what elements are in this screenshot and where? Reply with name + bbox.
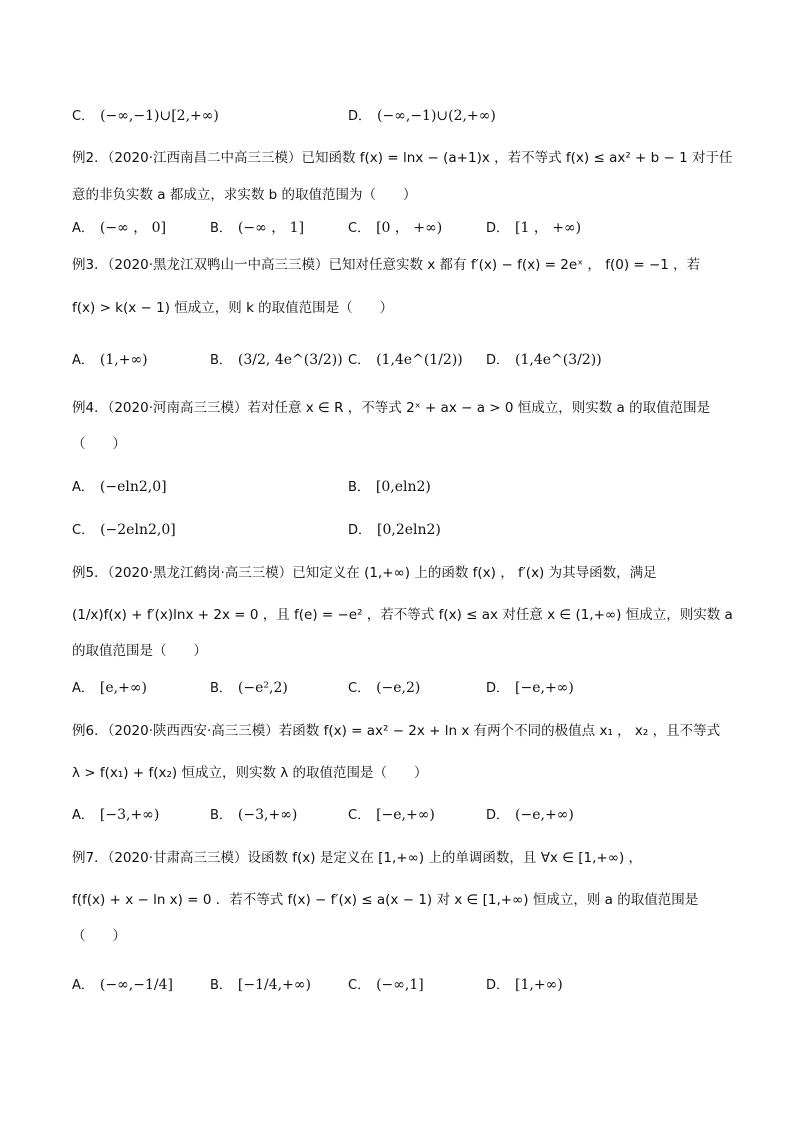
option-label: A． bbox=[72, 681, 94, 696]
option-label: C． bbox=[72, 523, 95, 538]
option-label: B． bbox=[348, 480, 370, 495]
problem-7-option-c bbox=[348, 975, 424, 996]
option-label: D． bbox=[348, 523, 372, 538]
option-value: (−∞,−1)∪[2,+∞) bbox=[100, 108, 219, 124]
option-value: (−∞,−1/4] bbox=[99, 977, 173, 993]
option-value: (−2eln2,0] bbox=[100, 522, 176, 538]
problem-5-text-line-1: 例5．（2020·黑龙江鹤岗·高三三模）已知定义在 (1,+∞) 上的函数 f(x) ， f′(x) 为其导函数，满足 bbox=[72, 565, 657, 581]
option-value: [1 ， +∞) bbox=[515, 220, 582, 236]
problem-3-text-line-1: 例3．（2020·黑龙江双鸭山一中高三三模）已知对任意实数 x 都有 f′(x) − f(x) = 2eˣ ， f(0) = −1 ，若 bbox=[72, 257, 701, 273]
problem-5-option-c bbox=[348, 678, 420, 699]
problem-3-option-b bbox=[210, 350, 343, 371]
option-d-prev bbox=[348, 106, 496, 127]
option-label: B． bbox=[210, 808, 232, 823]
option-label: C． bbox=[72, 109, 95, 124]
option-value: [−e,+∞) bbox=[376, 807, 435, 823]
problem-2-option-a bbox=[72, 218, 166, 239]
problem-2-option-d bbox=[486, 218, 581, 239]
option-value: [0,eln2) bbox=[375, 479, 431, 495]
option-value: (1,+∞) bbox=[99, 352, 148, 368]
option-value: (−eln2,0] bbox=[99, 479, 167, 495]
option-label: D． bbox=[486, 808, 510, 823]
problem-6-option-d bbox=[486, 805, 574, 826]
option-label: C． bbox=[348, 808, 371, 823]
option-label: D． bbox=[486, 681, 510, 696]
option-value: (−∞,1] bbox=[376, 977, 424, 993]
problem-3-option-a bbox=[72, 350, 148, 371]
option-value: [−3,+∞) bbox=[99, 807, 160, 823]
problem-3-option-c bbox=[348, 350, 463, 371]
option-label: B． bbox=[210, 353, 232, 368]
option-value: (−∞,−1)∪(2,+∞) bbox=[377, 108, 496, 124]
option-value: (−∞ ， 0] bbox=[99, 220, 167, 236]
option-value: (−e,2) bbox=[376, 680, 421, 696]
problem-6-option-b bbox=[210, 805, 297, 826]
option-label: D． bbox=[486, 353, 510, 368]
problem-2-option-b bbox=[210, 218, 304, 239]
option-label: D． bbox=[486, 221, 510, 236]
option-value: [−1/4,+∞) bbox=[237, 977, 311, 993]
option-value: [1,+∞) bbox=[515, 977, 563, 993]
option-value: (−e,+∞) bbox=[515, 807, 574, 823]
problem-7-text-line-3: （ ） bbox=[72, 928, 126, 944]
problem-7-option-a bbox=[72, 975, 173, 996]
problem-6-text-line-1: 例6．（2020·陕西西安·高三三模）若函数 f(x) = ax² − 2x + ln x 有两个不同的极值点 x₁ ， x₂ ，且不等式 bbox=[72, 723, 721, 739]
option-value: (−∞ ， 1] bbox=[237, 220, 305, 236]
option-label: D． bbox=[348, 109, 372, 124]
option-label: C． bbox=[348, 681, 371, 696]
problem-5-option-b bbox=[210, 678, 288, 699]
problem-7-text-line-2: f(f(x) + x − ln x) = 0 ．若不等式 f(x) − f′(x) ≤ a(x − 1) 对 x ∈ [1,+∞) 恒成立，则 a 的取值范围是 bbox=[72, 892, 699, 908]
option-label: C． bbox=[348, 353, 371, 368]
problem-7-option-d bbox=[486, 975, 563, 996]
option-value: [−e,+∞) bbox=[515, 680, 574, 696]
problem-4-option-d bbox=[348, 520, 441, 541]
problem-2-text-line-1: 例2．（2020·江西南昌二中高三三模）已知函数 f(x) = lnx − (a+1)x ，若不等式 f(x) ≤ ax² + b − 1 对于任 bbox=[72, 150, 733, 166]
option-label: A． bbox=[72, 221, 94, 236]
problem-6-option-a bbox=[72, 805, 159, 826]
problem-3-option-d bbox=[486, 350, 602, 371]
problem-6-option-c bbox=[348, 805, 435, 826]
problem-6-text-line-2: λ > f(x₁) + f(x₂) 恒成立，则实数 λ 的取值范围是（ ） bbox=[72, 765, 428, 781]
option-label: B． bbox=[210, 221, 232, 236]
option-c-prev bbox=[72, 106, 219, 127]
option-value: (1,4e^(3/2)) bbox=[515, 352, 602, 368]
option-label: A． bbox=[72, 978, 94, 993]
option-value: (−e²,2) bbox=[237, 680, 288, 696]
option-label: D． bbox=[486, 978, 510, 993]
problem-4-option-b bbox=[348, 477, 431, 498]
option-value: (1,4e^(1/2)) bbox=[376, 352, 463, 368]
option-label: A． bbox=[72, 480, 94, 495]
option-label: B． bbox=[210, 978, 232, 993]
problem-4-option-c bbox=[72, 520, 176, 541]
problem-5-text-line-3: 的取值范围是（ ） bbox=[72, 643, 207, 659]
problem-4-text-line-1: 例4．（2020·河南高三三模）若对任意 x ∈ R ，不等式 2ˣ + ax − a > 0 恒成立，则实数 a 的取值范围是 bbox=[72, 400, 711, 416]
option-value: (−3,+∞) bbox=[237, 807, 298, 823]
option-label: A． bbox=[72, 353, 94, 368]
option-value: [0 ， +∞) bbox=[376, 220, 443, 236]
option-label: B． bbox=[210, 681, 232, 696]
problem-7-option-b bbox=[210, 975, 311, 996]
option-value: (3/2, 4e^(3/2)) bbox=[237, 352, 343, 368]
option-value: [0,2eln2) bbox=[377, 522, 441, 538]
problem-7-text-line-1: 例7．（2020·甘肃高三三模）设函数 f(x) 是定义在 [1,+∞) 上的单调函数，且 ∀x ∈ [1,+∞) ， bbox=[72, 850, 643, 866]
option-label: A． bbox=[72, 808, 94, 823]
problem-3-text-line-2: f(x) > k(x − 1) 恒成立，则 k 的取值范围是（ ） bbox=[72, 300, 394, 316]
option-value: [e,+∞) bbox=[99, 680, 147, 696]
option-label: C． bbox=[348, 978, 371, 993]
problem-2-option-c bbox=[348, 218, 442, 239]
problem-4-text-line-2: （ ） bbox=[72, 436, 126, 452]
problem-5-text-line-2: (1/x)f(x) + f′(x)lnx + 2x = 0 ，且 f(e) = −e² ，若不等式 f(x) ≤ ax 对任意 x ∈ (1,+∞) 恒成立，则实数 a bbox=[72, 607, 733, 623]
problem-5-option-d bbox=[486, 678, 574, 699]
problem-4-option-a bbox=[72, 477, 167, 498]
problem-2-text-line-2: 意的非负实数 a 都成立，求实数 b 的取值范围为（ ） bbox=[72, 187, 417, 203]
option-label: C． bbox=[348, 221, 371, 236]
problem-5-option-a bbox=[72, 678, 147, 699]
